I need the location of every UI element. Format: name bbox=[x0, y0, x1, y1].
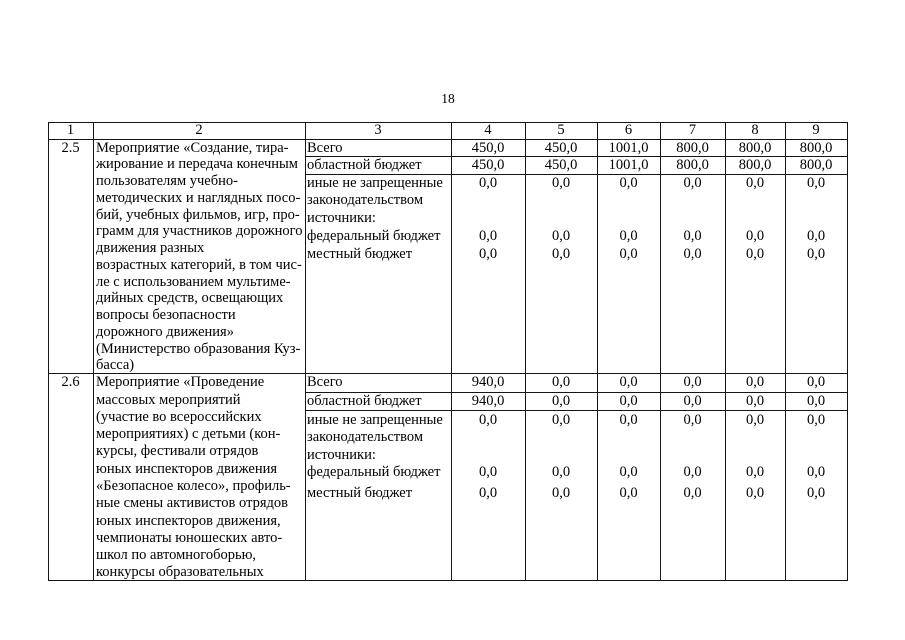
funding-amount: 0,0 bbox=[551, 484, 571, 501]
activity-description-line: бий, учебных фильмов, игр, про- bbox=[96, 206, 300, 223]
column-header: 9 bbox=[812, 122, 820, 138]
activity-description-line: возрастных категорий, в том чис- bbox=[96, 256, 302, 273]
funding-amount: 800,0 bbox=[738, 139, 772, 156]
funding-amount: 0,0 bbox=[478, 463, 498, 480]
activity-description-line: мероприятиях) с детьми (кон- bbox=[96, 426, 281, 443]
funding-amount: 450,0 bbox=[471, 156, 505, 173]
funding-source-label-line: источники: bbox=[307, 209, 376, 226]
activity-description-line: ле с использованием мультиме- bbox=[96, 273, 291, 290]
funding-amount: 1001,0 bbox=[608, 139, 649, 156]
funding-amount: 0,0 bbox=[745, 392, 765, 409]
funding-amount: 450,0 bbox=[471, 139, 505, 156]
table-row bbox=[48, 139, 848, 373]
funding-source-label: Всего bbox=[307, 373, 343, 390]
funding-source-label-line: иные не запрещенные bbox=[307, 411, 443, 428]
funding-amount: 0,0 bbox=[551, 227, 571, 244]
funding-amount: 0,0 bbox=[683, 463, 702, 480]
activity-description-line: (Министерство образования Куз- bbox=[96, 340, 301, 357]
funding-amount: 0,0 bbox=[683, 392, 702, 409]
funding-source-label: областной бюджет bbox=[307, 156, 422, 173]
column-header: 2 bbox=[195, 122, 203, 138]
activity-description-line: конкурсы образовательных bbox=[96, 564, 264, 581]
activity-description-line: (участие во всероссийских bbox=[96, 408, 262, 425]
funding-amount: 450,0 bbox=[544, 139, 578, 156]
funding-amount: 0,0 bbox=[745, 463, 765, 480]
funding-source-label: областной бюджет bbox=[307, 392, 422, 409]
funding-amount: 800,0 bbox=[738, 156, 772, 173]
funding-amount: 0,0 bbox=[683, 484, 702, 501]
table-header-row bbox=[48, 122, 848, 139]
funding-amount: 0,0 bbox=[619, 392, 638, 409]
activity-description-line: Мероприятие «Проведение bbox=[96, 374, 265, 391]
funding-amount: 800,0 bbox=[676, 156, 709, 173]
funding-amount: 800,0 bbox=[676, 139, 709, 156]
activity-description-line: юных инспекторов движения bbox=[96, 460, 278, 477]
row-number: 2.6 bbox=[61, 373, 80, 390]
column-header: 6 bbox=[624, 122, 633, 138]
funding-amount: 0,0 bbox=[683, 227, 702, 244]
funding-line-local bbox=[48, 485, 848, 502]
funding-amount: 0,0 bbox=[551, 411, 571, 428]
column-header: 1 bbox=[66, 122, 75, 138]
funding-amount: 800,0 bbox=[799, 156, 833, 173]
funding-amount: 0,0 bbox=[806, 174, 826, 191]
funding-line-federal bbox=[48, 228, 848, 245]
funding-amount: 0,0 bbox=[551, 392, 571, 409]
column-header: 5 bbox=[557, 122, 565, 138]
activity-description-line: юных инспекторов движения, bbox=[96, 512, 281, 529]
funding-source-label bbox=[307, 412, 443, 465]
funding-amount: 800,0 bbox=[799, 139, 833, 156]
page-number: 18 bbox=[441, 90, 455, 106]
funding-amount: 940,0 bbox=[471, 392, 505, 409]
funding-amount: 0,0 bbox=[478, 245, 498, 262]
funding-amount: 0,0 bbox=[806, 392, 826, 409]
funding-amount: 0,0 bbox=[683, 373, 702, 390]
funding-source-label: местный бюджет bbox=[307, 484, 413, 501]
funding-line-total bbox=[48, 374, 848, 391]
funding-line-federal bbox=[48, 464, 848, 481]
funding-amount: 0,0 bbox=[619, 411, 638, 428]
column-header: 7 bbox=[688, 122, 697, 138]
funding-line-local bbox=[48, 246, 848, 263]
funding-amount: 1001,0 bbox=[608, 156, 649, 173]
column-header: 3 bbox=[374, 122, 382, 138]
funding-amount: 0,0 bbox=[683, 245, 702, 262]
funding-amount: 940,0 bbox=[471, 373, 505, 390]
activity-description-line: дийных средств, освещающих bbox=[96, 290, 284, 307]
column-header: 4 bbox=[484, 122, 492, 138]
activity-description-line: вопросы безопасности bbox=[96, 307, 236, 324]
funding-amount: 0,0 bbox=[683, 174, 702, 191]
funding-amount: 0,0 bbox=[745, 373, 765, 390]
activity-description-line: Мероприятие «Создание, тира- bbox=[96, 139, 289, 156]
funding-amount: 0,0 bbox=[478, 484, 498, 501]
funding-amount: 0,0 bbox=[478, 227, 498, 244]
funding-source-label: местный бюджет bbox=[307, 245, 413, 262]
funding-amount: 0,0 bbox=[619, 227, 638, 244]
funding-amount: 0,0 bbox=[619, 373, 638, 390]
activity-description-line: движения разных bbox=[96, 240, 205, 257]
funding-source-label-line: законодательством bbox=[307, 192, 424, 209]
funding-amount: 0,0 bbox=[619, 245, 638, 262]
funding-amount: 0,0 bbox=[619, 174, 638, 191]
funding-amount: 0,0 bbox=[806, 463, 826, 480]
funding-line-other bbox=[48, 412, 848, 465]
funding-source-label: федеральный бюджет bbox=[307, 227, 441, 244]
activity-description-line: методических и наглядных посо- bbox=[96, 189, 301, 206]
activity-description-line: басса) bbox=[96, 357, 135, 374]
funding-line-other bbox=[48, 175, 848, 229]
funding-amount: 0,0 bbox=[806, 411, 826, 428]
funding-amount: 0,0 bbox=[619, 463, 638, 480]
activity-description-line: грамм для участников дорожного bbox=[96, 223, 303, 240]
activity-description-line: чемпионаты юношеских авто- bbox=[96, 529, 283, 546]
funding-amount: 0,0 bbox=[806, 484, 826, 501]
funding-source-label-line: источники: bbox=[307, 446, 376, 463]
funding-amount: 0,0 bbox=[683, 411, 702, 428]
activity-description-line: дорожного движения» bbox=[96, 323, 234, 340]
funding-line-total bbox=[48, 140, 848, 157]
funding-source-label-line: иные не запрещенные bbox=[307, 174, 443, 191]
activity-description-line: курсы, фестивали отрядов bbox=[96, 443, 259, 460]
funding-amount: 450,0 bbox=[544, 156, 578, 173]
funding-amount: 0,0 bbox=[745, 174, 765, 191]
activity-description-line: жирование и передача конечным bbox=[96, 156, 298, 173]
funding-amount: 0,0 bbox=[551, 463, 571, 480]
funding-source-label-line: законодательством bbox=[307, 429, 424, 445]
funding-source-label: федеральный бюджет bbox=[307, 463, 441, 480]
activity-description-line: ные смены активистов отрядов bbox=[96, 495, 288, 512]
funding-amount: 0,0 bbox=[806, 245, 826, 262]
funding-amount: 0,0 bbox=[745, 227, 765, 244]
funding-line-regional bbox=[48, 157, 848, 174]
row-number: 2.5 bbox=[61, 139, 80, 156]
column-header: 8 bbox=[751, 122, 759, 138]
funding-amount: 0,0 bbox=[551, 373, 571, 390]
funding-amount: 0,0 bbox=[745, 411, 765, 428]
funding-source-label: Всего bbox=[307, 139, 343, 156]
funding-amount: 0,0 bbox=[551, 174, 571, 191]
funding-amount: 0,0 bbox=[619, 484, 638, 501]
funding-line-regional bbox=[48, 393, 848, 410]
activity-description-line: пользователям учебно- bbox=[96, 173, 238, 190]
table-row bbox=[48, 373, 848, 580]
funding-amount: 0,0 bbox=[478, 411, 498, 428]
funding-amount: 0,0 bbox=[745, 484, 765, 501]
activity-description-line: массовых мероприятий bbox=[96, 391, 241, 408]
funding-source-label bbox=[307, 175, 443, 228]
funding-amount: 0,0 bbox=[745, 245, 765, 262]
funding-amount: 0,0 bbox=[806, 373, 826, 390]
activity-description-line: школ по автомногоборью, bbox=[96, 547, 257, 564]
activity-description-line: «Безопасное колесо», профиль- bbox=[96, 477, 291, 494]
funding-amount: 0,0 bbox=[806, 227, 826, 244]
funding-amount: 0,0 bbox=[551, 245, 571, 262]
funding-amount: 0,0 bbox=[478, 174, 498, 191]
